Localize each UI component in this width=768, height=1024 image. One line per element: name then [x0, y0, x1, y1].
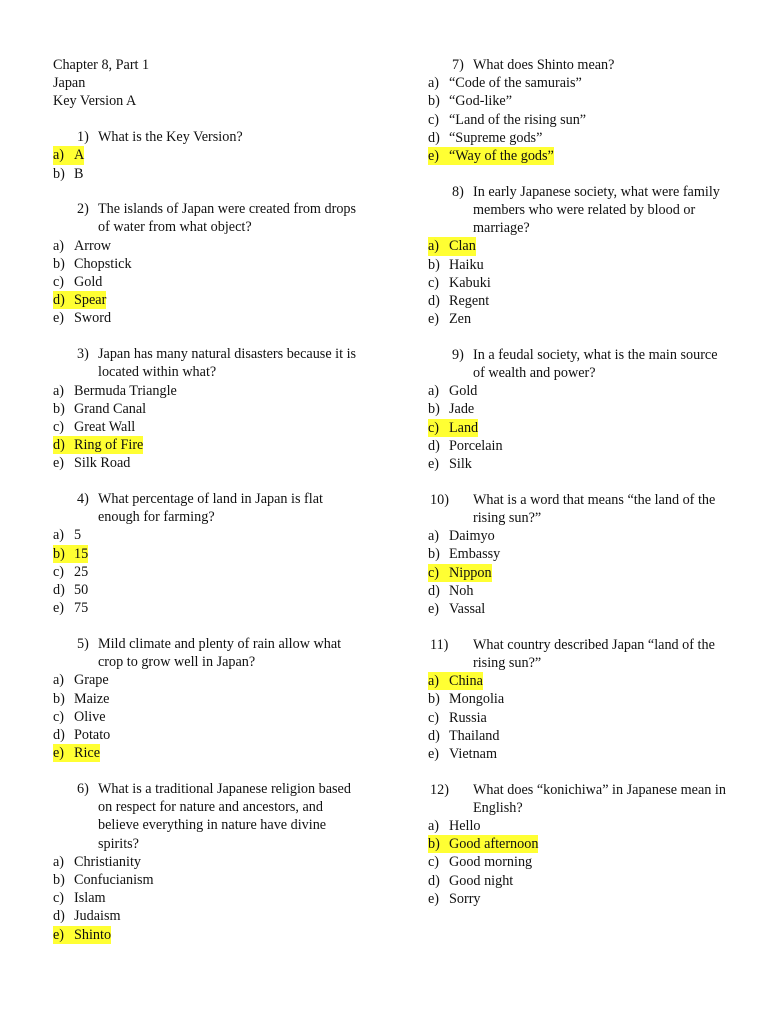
- option-text: Grape: [74, 672, 109, 689]
- question-text: What does Shinto mean?: [473, 57, 615, 73]
- answer-choice: [53, 309, 111, 327]
- answer-option: [428, 111, 728, 129]
- answer-choice: [53, 708, 106, 726]
- option-letter: d): [53, 582, 65, 599]
- option-text: Good night: [449, 872, 514, 889]
- question-text: Japan has many natural disasters because it is located within what?: [98, 346, 357, 381]
- option-letter: c): [53, 708, 65, 725]
- correct-answer-highlight: [428, 835, 538, 853]
- option-letter: d): [428, 582, 440, 599]
- answer-option: [428, 545, 728, 563]
- option-text: Jade: [449, 401, 475, 418]
- option-text: Sorry: [449, 890, 481, 907]
- option-text: Vassal: [449, 600, 486, 617]
- answer-option: [53, 382, 363, 400]
- answer-choice: [428, 292, 489, 310]
- answer-options: [53, 671, 363, 762]
- question-text: What percentage of land in Japan is flat enough for farming?: [98, 491, 323, 526]
- option-letter: d): [53, 727, 65, 743]
- answer-option: [53, 418, 363, 436]
- option-letter: e): [53, 455, 65, 472]
- question: [53, 200, 363, 327]
- answer-choice: [53, 853, 141, 871]
- answer-option: [53, 599, 363, 617]
- answer-option: [53, 165, 363, 183]
- question-stem: [53, 780, 363, 853]
- option-text: Chopstick: [74, 255, 132, 272]
- answer-choice: [428, 400, 474, 418]
- answer-choice: [53, 871, 154, 889]
- option-text: “Way of the gods”: [449, 148, 554, 165]
- answer-option: [53, 563, 363, 581]
- left-question-list: [53, 128, 363, 944]
- option-text: Embassy: [449, 546, 501, 563]
- option-letter: e): [428, 890, 440, 907]
- option-text: Hello: [449, 818, 481, 835]
- answer-option: [53, 545, 363, 563]
- answer-option: [53, 726, 363, 744]
- answer-option: [53, 907, 363, 925]
- answer-choice: [428, 527, 495, 545]
- answer-option: [428, 582, 728, 600]
- option-letter: c): [53, 418, 65, 435]
- answer-choice: [428, 455, 472, 473]
- answer-option: [53, 454, 363, 472]
- option-letter: d): [53, 437, 65, 454]
- answer-choice: [428, 745, 497, 763]
- option-text: “Code of the samurais”: [449, 75, 582, 92]
- key-version-label: Key Version A: [53, 93, 137, 110]
- option-letter: b): [53, 400, 65, 417]
- answer-choice: [53, 237, 111, 255]
- option-letter: a): [428, 75, 440, 92]
- option-letter: b): [428, 401, 440, 418]
- correct-answer-highlight: [428, 419, 478, 437]
- option-text: Clan: [449, 238, 476, 255]
- answer-option: [53, 926, 363, 944]
- option-letter: a): [428, 383, 440, 400]
- answer-option: [428, 853, 728, 871]
- answer-choice: [428, 872, 513, 890]
- option-text: Russia: [449, 709, 487, 726]
- option-letter: b): [53, 255, 65, 272]
- option-letter: d): [53, 908, 65, 925]
- question-text: What is the Key Version?: [98, 129, 243, 146]
- option-text: 75: [74, 600, 89, 617]
- question-stem: [53, 635, 363, 671]
- question-stem: [428, 56, 728, 74]
- option-letter: b): [428, 836, 440, 853]
- answer-choice: [428, 690, 504, 708]
- option-text: Judaism: [74, 908, 121, 925]
- right-question-list: [428, 56, 728, 908]
- question-number: 2): [77, 201, 89, 218]
- question-text: What is a traditional Japanese religion based on respect for nature and ancestors, and believe everything in nature have divine spirits?: [98, 780, 351, 852]
- answer-option: [53, 255, 363, 273]
- option-letter: e): [53, 600, 65, 617]
- question: [53, 780, 363, 944]
- answer-option: [53, 671, 363, 689]
- question-stem: [53, 490, 363, 526]
- option-text: Vietnam: [449, 745, 497, 762]
- answer-choice: [428, 545, 500, 563]
- option-letter: e): [53, 926, 65, 943]
- option-letter: a): [53, 147, 65, 164]
- option-letter: d): [428, 437, 440, 454]
- answer-option: [428, 527, 728, 545]
- question-text: In a feudal society, what is the main source of wealth and power?: [473, 346, 718, 382]
- answer-choice: [53, 418, 135, 436]
- answer-option: [53, 581, 363, 599]
- answer-choice: [53, 889, 106, 907]
- answer-options: [428, 672, 728, 763]
- question-number: 5): [77, 635, 89, 652]
- option-text: Olive: [74, 708, 106, 725]
- option-text: Grand Canal: [74, 400, 147, 417]
- answer-options: [428, 527, 728, 618]
- question-stem: [428, 781, 728, 817]
- option-text: Islam: [74, 890, 106, 907]
- option-letter: e): [428, 311, 440, 328]
- question: [53, 635, 363, 762]
- answer-option: [428, 690, 728, 708]
- answer-choice: [53, 165, 83, 183]
- answer-choice: [428, 129, 542, 147]
- answer-options: [53, 526, 363, 617]
- option-text: Christianity: [74, 853, 141, 870]
- option-text: Land: [449, 419, 479, 436]
- option-text: Sword: [74, 310, 112, 327]
- answer-option: [428, 237, 728, 255]
- question: [428, 781, 728, 908]
- answer-choice: [428, 437, 503, 455]
- option-text: Bermuda Triangle: [74, 382, 177, 399]
- answer-option: [428, 382, 728, 400]
- answer-options: [428, 74, 728, 165]
- answer-choice: [53, 400, 146, 418]
- option-letter: b): [428, 691, 440, 708]
- option-text: Arrow: [74, 237, 112, 254]
- option-letter: a): [428, 528, 440, 545]
- question-stem: [428, 636, 728, 672]
- answer-option: [53, 309, 363, 327]
- option-letter: c): [53, 890, 65, 907]
- option-text: Mongolia: [449, 691, 505, 708]
- answer-choice: [53, 454, 130, 472]
- option-text: Gold: [74, 274, 103, 291]
- answer-option: [428, 745, 728, 763]
- option-letter: a): [428, 238, 440, 255]
- option-text: Spear: [74, 292, 107, 309]
- answer-option: [428, 292, 728, 310]
- question-text: In early Japanese society, what were family members who were related by blood or marriage?: [473, 183, 720, 237]
- option-text: A: [74, 147, 85, 164]
- document-header: [53, 56, 363, 111]
- option-letter: a): [428, 818, 440, 835]
- option-text: Daimyo: [449, 528, 495, 545]
- option-text: Good morning: [449, 854, 533, 871]
- answer-option: [428, 147, 728, 165]
- question-number: 4): [77, 491, 89, 508]
- option-letter: a): [53, 672, 65, 689]
- answer-option: [53, 690, 363, 708]
- answer-choice: [428, 382, 477, 400]
- answer-choice: [53, 526, 81, 544]
- question: [53, 345, 363, 472]
- answer-option: [428, 835, 728, 853]
- option-text: Good afternoon: [449, 836, 539, 853]
- answer-options: [428, 817, 728, 908]
- answer-option: [53, 871, 363, 889]
- answer-option: [53, 237, 363, 255]
- option-letter: b): [53, 165, 65, 182]
- answer-option: [428, 600, 728, 618]
- question-number: 6): [77, 780, 89, 797]
- question: [428, 636, 728, 763]
- option-text: Regent: [449, 292, 490, 309]
- question-stem: [53, 200, 363, 236]
- option-text: Porcelain: [449, 437, 503, 454]
- option-text: Maize: [74, 690, 110, 707]
- question: [53, 490, 363, 617]
- question-number: 12): [430, 781, 449, 798]
- option-letter: e): [428, 745, 440, 762]
- option-letter: a): [53, 853, 65, 870]
- answer-option: [428, 256, 728, 274]
- answer-option: [53, 436, 363, 454]
- option-text: 5: [74, 527, 82, 544]
- option-letter: b): [428, 546, 440, 563]
- option-text: Rice: [74, 745, 100, 762]
- answer-choice: [428, 600, 485, 618]
- answer-option: [428, 709, 728, 727]
- answer-choice: [53, 599, 88, 617]
- answer-option: [53, 273, 363, 291]
- option-text: Gold: [449, 383, 478, 400]
- question: [428, 346, 728, 473]
- answer-choice: [428, 582, 473, 600]
- answer-choice: [53, 563, 88, 581]
- answer-choice: [53, 255, 132, 273]
- answer-option: [428, 672, 728, 690]
- answer-choice: [428, 256, 484, 274]
- question-number: 7): [452, 57, 464, 73]
- option-letter: c): [428, 111, 440, 128]
- option-text: Confucianism: [74, 871, 154, 888]
- correct-answer-highlight: [428, 672, 483, 690]
- correct-answer-highlight: [428, 147, 554, 165]
- question-number: 9): [452, 346, 464, 363]
- answer-choice: [428, 817, 481, 835]
- option-letter: e): [53, 745, 65, 762]
- option-text: Nippon: [449, 564, 492, 581]
- answer-option: [53, 400, 363, 418]
- question-stem: [428, 183, 728, 238]
- option-letter: e): [428, 600, 440, 617]
- option-letter: b): [428, 93, 440, 110]
- answer-choice: [428, 92, 512, 110]
- answer-choice: [53, 907, 121, 925]
- correct-answer-highlight: [428, 237, 476, 255]
- correct-answer-highlight: [53, 436, 143, 454]
- correct-answer-highlight: [53, 146, 84, 164]
- answer-choice: [53, 581, 88, 599]
- correct-answer-highlight: [428, 564, 492, 582]
- answer-option: [428, 400, 728, 418]
- answer-options: [53, 853, 363, 944]
- question-text: What does “konichiwa” in Japanese mean in English?: [473, 781, 726, 816]
- option-text: Zen: [449, 311, 472, 328]
- question-stem: [428, 346, 728, 382]
- question-number: 8): [452, 183, 464, 200]
- question: [53, 128, 363, 183]
- question-text: The islands of Japan were created from drops of water from what object?: [98, 201, 357, 236]
- option-text: Thailand: [449, 727, 500, 744]
- answer-choice: [428, 890, 481, 908]
- option-text: China: [449, 673, 483, 690]
- question: [428, 491, 728, 618]
- answer-option: [53, 708, 363, 726]
- option-text: “Supreme gods”: [449, 129, 543, 146]
- answer-option: [53, 853, 363, 871]
- option-letter: a): [53, 237, 65, 254]
- option-text: Haiku: [449, 256, 484, 273]
- correct-answer-highlight: [53, 744, 100, 762]
- option-text: Silk Road: [74, 455, 131, 472]
- answer-option: [428, 274, 728, 292]
- chapter-title: Chapter 8, Part 1: [53, 57, 150, 73]
- answer-choice: [428, 310, 471, 328]
- answer-option: [428, 727, 728, 745]
- answer-choice: [53, 690, 109, 708]
- answer-option: [53, 291, 363, 309]
- option-letter: e): [428, 456, 440, 473]
- answer-options: [53, 146, 363, 182]
- option-text: “God-like”: [449, 93, 513, 110]
- option-text: 50: [74, 582, 89, 599]
- option-letter: a): [53, 527, 65, 544]
- answer-option: [53, 146, 363, 164]
- answer-option: [428, 455, 728, 473]
- answer-option: [53, 889, 363, 907]
- answer-options: [428, 382, 728, 473]
- answer-choice: [428, 111, 586, 129]
- option-letter: b): [53, 545, 65, 562]
- option-text: Great Wall: [74, 418, 136, 435]
- answer-options: [53, 382, 363, 473]
- answer-choice: [53, 382, 177, 400]
- correct-answer-highlight: [53, 545, 88, 563]
- option-letter: c): [53, 563, 65, 580]
- option-letter: d): [428, 727, 440, 744]
- option-text: B: [74, 165, 84, 182]
- answer-choice: [428, 74, 582, 92]
- answer-choice: [428, 709, 487, 727]
- correct-answer-highlight: [53, 291, 106, 309]
- answer-options: [53, 237, 363, 328]
- question-number: 10): [430, 491, 449, 508]
- answer-choice: [53, 273, 102, 291]
- option-text: 15: [74, 545, 89, 562]
- option-letter: e): [428, 148, 440, 165]
- answer-choice: [53, 671, 109, 689]
- answer-option: [53, 744, 363, 762]
- option-letter: a): [53, 382, 65, 399]
- question-stem: [428, 491, 728, 527]
- answer-option: [428, 310, 728, 328]
- answer-choice: [428, 727, 499, 745]
- left-column: [53, 56, 363, 961]
- answer-option: [428, 92, 728, 110]
- option-text: “Land of the rising sun”: [449, 111, 587, 128]
- question: [428, 56, 728, 165]
- question-text: What country described Japan “land of the rising sun?”: [473, 636, 715, 671]
- answer-options: [428, 237, 728, 328]
- answer-option: [428, 890, 728, 908]
- option-text: Potato: [74, 727, 111, 743]
- option-letter: b): [53, 871, 65, 888]
- correct-answer-highlight: [53, 926, 111, 944]
- answer-option: [428, 437, 728, 455]
- option-letter: b): [53, 690, 65, 707]
- answer-option: [428, 74, 728, 92]
- option-letter: c): [428, 709, 440, 726]
- question-stem: [53, 345, 363, 381]
- answer-choice: [53, 726, 110, 744]
- question-number: 11): [430, 636, 449, 653]
- option-text: 25: [74, 563, 89, 580]
- option-letter: d): [428, 292, 440, 309]
- option-text: Silk: [449, 456, 472, 473]
- option-letter: d): [428, 129, 440, 146]
- option-letter: d): [53, 292, 65, 309]
- question-text: Mild climate and plenty of rain allow what crop to grow well in Japan?: [98, 635, 342, 671]
- subject-title: Japan: [53, 75, 86, 92]
- question: [428, 183, 728, 329]
- question-stem: [53, 128, 363, 146]
- option-letter: d): [428, 872, 440, 889]
- option-letter: e): [53, 310, 65, 327]
- option-text: Kabuki: [449, 274, 491, 291]
- option-letter: a): [428, 673, 440, 690]
- option-text: Noh: [449, 582, 474, 599]
- question-text: What is a word that means “the land of the rising sun?”: [473, 491, 716, 526]
- option-letter: b): [428, 256, 440, 273]
- right-column: [428, 56, 728, 926]
- option-text: Shinto: [74, 926, 112, 943]
- option-text: Ring of Fire: [74, 437, 144, 454]
- option-letter: c): [428, 419, 440, 436]
- answer-option: [53, 526, 363, 544]
- option-letter: c): [53, 274, 65, 291]
- answer-option: [428, 817, 728, 835]
- answer-choice: [428, 274, 491, 292]
- option-letter: c): [428, 564, 440, 581]
- answer-option: [428, 419, 728, 437]
- option-letter: c): [428, 274, 440, 291]
- answer-option: [428, 129, 728, 147]
- option-letter: c): [428, 854, 440, 871]
- answer-option: [428, 872, 728, 890]
- answer-option: [428, 564, 728, 582]
- answer-choice: [428, 853, 532, 871]
- question-number: 1): [77, 129, 89, 146]
- question-number: 3): [77, 346, 89, 363]
